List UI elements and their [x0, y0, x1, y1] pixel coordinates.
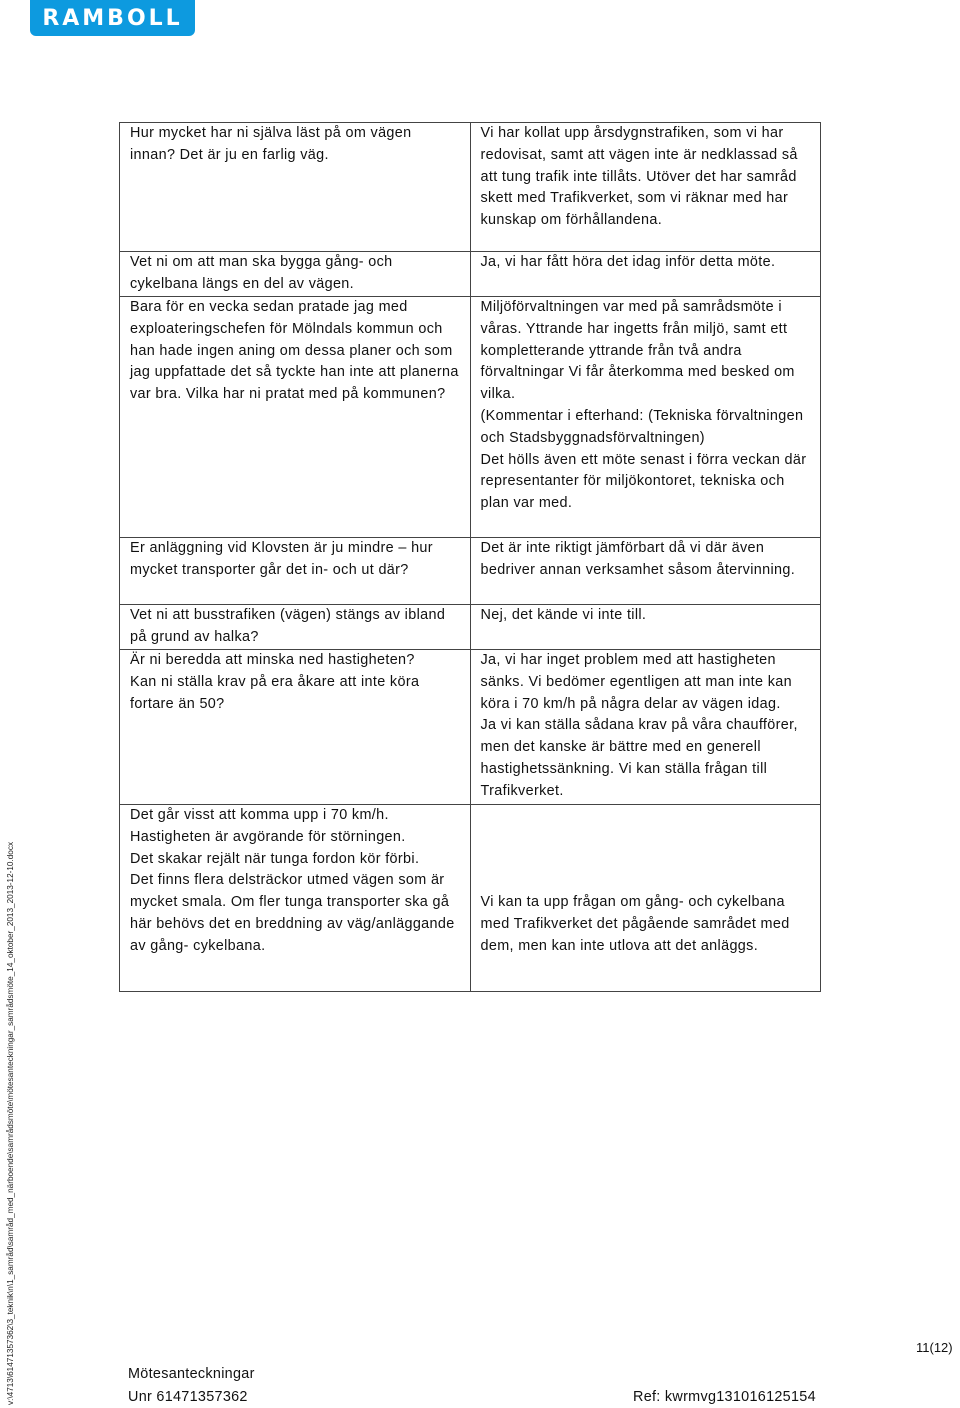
answer-cell: [470, 805, 821, 992]
question-text: Hur mycket har ni själva läst på om vägen innan? Det är ju en farlig väg.: [130, 125, 412, 163]
answer-cell: [470, 605, 821, 650]
question-text: Er anläggning vid Klovsten är ju mindre – hur mycket transporter går det in- och ut där?: [130, 540, 433, 578]
footer-ref: Ref: kwrmvg131016125154: [633, 1389, 816, 1405]
answer-text: [481, 849, 811, 893]
question-text: Vet ni att busstrafiken (vägen) stängs av ibland på grund av halka?: [130, 607, 446, 645]
answer-text: [481, 827, 811, 849]
question-cell: [120, 805, 471, 992]
ramboll-logo: [30, 0, 195, 36]
question-text: Kan ni ställa krav på era åkare att inte köra fortare än 50?: [130, 673, 420, 712]
answer-cell: [470, 650, 821, 805]
question-text: Bara för en vecka sedan pratade jag med exploateringschefen för Mölndals kommun och han hade ingen aning om dessa planer och som jag uppfattade det så tyckte han inte att planerna var bra. Vilka har ni pratat med på kommunen?: [130, 299, 459, 403]
answer-text: Vi har kollat upp årsdygnstrafiken, som vi har redovisat, samt att vägen inte är nedklassad så att tung trafik inte tillåts. Utöver det har samråd skett med Trafikverket, som vi räknar med har kunskap om förhållandena.: [480, 125, 798, 229]
answer-text: Ja vi kan ställa sådana krav på våra chaufförer, men det kanske är bättre med en generell hastighetssänkning. Vi kan ställa frågan till Trafikverket.: [480, 717, 798, 799]
table-row: [120, 650, 821, 805]
answer-cell: [470, 297, 821, 538]
footer-unr: Unr 61471357362: [128, 1389, 248, 1405]
answer-cell: [470, 252, 821, 297]
table-row: [120, 297, 821, 538]
answer-text: (Kommentar i efterhand: (Tekniska förvaltningen och Stadsbyggnadsförvaltningen): [480, 407, 804, 446]
question-cell: [120, 123, 471, 252]
answer-cell: [470, 538, 821, 605]
answer-text: [481, 805, 811, 827]
answer-text: Det hölls även ett möte senast i förra veckan där representanter för miljökontoret, tekniska och plan var med.: [480, 451, 807, 512]
question-cell: [120, 297, 471, 538]
answer-text: Nej, det kände vi inte till.: [480, 607, 647, 623]
question-text: Hastigheten är avgörande för störningen.: [130, 828, 406, 845]
question-text: Är ni beredda att minska ned hastigheten?: [130, 652, 415, 668]
answer-text: Ja, vi har fått höra det idag inför detta möte.: [480, 254, 776, 270]
table-row: [120, 605, 821, 650]
answer-text: Det är inte riktigt jämförbart då vi där även bedriver annan verksamhet såsom återvinning.: [480, 540, 796, 578]
question-text: Vet ni om att man ska bygga gång- och cykelbana längs en del av vägen.: [130, 254, 393, 292]
answer-text: Vi kan ta upp frågan om gång- och cykelbana med Trafikverket det pågående samrådet med dem, men kan inte utlova att det anläggs.: [480, 894, 790, 954]
question-cell: [120, 538, 471, 605]
table-row: [120, 252, 821, 297]
logo-text: RAMBOLL: [42, 5, 183, 31]
answer-cell: [470, 123, 821, 252]
table-row: [120, 123, 821, 252]
table-row: [120, 538, 821, 605]
table-row: [120, 805, 821, 992]
question-text: Det går visst att komma upp i 70 km/h.: [130, 807, 389, 823]
question-cell: [120, 252, 471, 297]
minutes-table: [119, 122, 821, 992]
question-text: Det skakar rejält när tunga fordon kör förbi.: [130, 850, 420, 867]
answer-text: Ja, vi har inget problem med att hastigheten sänks. Vi bedömer egentligen att man inte kan köra i 70 km/h på några delar av vägen idag.: [480, 652, 792, 712]
question-cell: [120, 605, 471, 650]
answer-text: Miljöförvaltningen var med på samrådsmöte i våras. Yttrande har ingetts från miljö, samt ett kompletterande yttrande från två andra förvaltningar Vi får återkomma med besked om vilka.: [480, 299, 795, 403]
file-path-sidebar: v:\4713\61471357362\3_teknik\n\1_samråd\samråd_med_närboende\samrådsmöte\mötesanteckningar_samrådsmöte_14_oktober_2013_2013-12-10.docx: [6, 841, 15, 1405]
question-text: Det finns flera delsträckor utmed vägen som är mycket smala. Om fler tunga transporter ska gå här behövs det en breddning av väg/anläggande av gång- cykelbana.: [130, 872, 455, 954]
page-number: 11(12): [916, 1340, 953, 1355]
footer-doc-type: Mötesanteckningar: [128, 1366, 255, 1382]
question-cell: [120, 650, 471, 805]
